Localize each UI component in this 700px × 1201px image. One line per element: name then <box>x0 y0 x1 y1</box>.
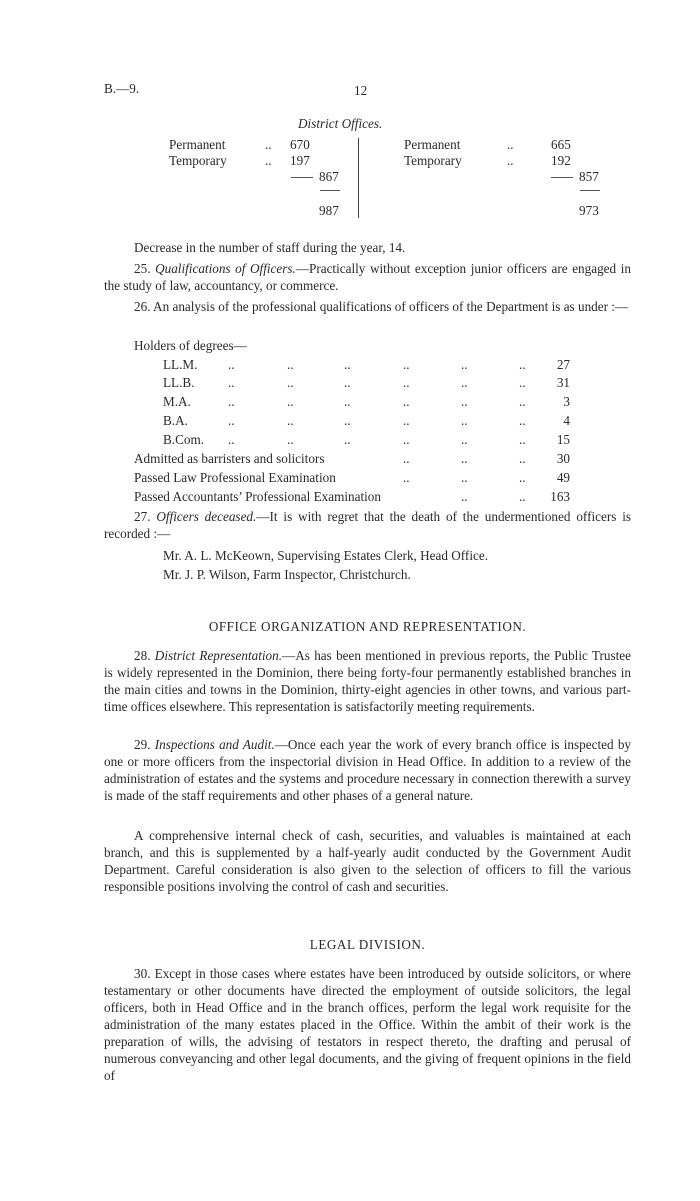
qualification-name: Passed Accountants’ Professional Examination <box>134 489 381 504</box>
paragraph-26: 26. An analysis of the professional qualifications of officers of the Department is as under :— <box>134 299 629 314</box>
qualification-name: Admitted as barristers and solicitors <box>134 451 325 466</box>
decrease-line: Decrease in the number of staff during the year, 14. <box>134 240 406 255</box>
left-permanent-dots: .. <box>265 137 272 152</box>
subtotal-dash <box>291 177 313 178</box>
leader-dots: .. <box>461 413 468 428</box>
document-reference: B.—9. <box>104 81 140 96</box>
leader-dots: .. <box>344 394 351 409</box>
section-heading-legal-division: LEGAL DIVISION. <box>309 937 426 952</box>
leader-dots: .. <box>344 375 351 390</box>
leader-dots: .. <box>403 432 410 447</box>
left-permanent-label: Permanent <box>169 137 226 152</box>
leader-dots: .. <box>287 357 294 372</box>
right-temporary-value: 192 <box>551 153 571 168</box>
p29-title: Inspections and Audit. <box>154 737 275 752</box>
paragraph-29-continued: A comprehensive internal check of cash, securities, and valuables is maintained at each branch, and this is supplemented by a half-yearly audit conducted by the Government Audit Department. Careful consideration is also given to the selection of officers to fill the various responsible positions involving the control of cash and securities. <box>104 828 631 894</box>
qualification-value: 163 <box>550 489 570 504</box>
right-permanent-dots: .. <box>507 137 514 152</box>
p25-title: Qualifications of Officers. <box>155 261 296 276</box>
right-subtotal-value: 857 <box>579 169 599 184</box>
deceased-officer-2: Mr. J. P. Wilson, Farm Inspector, Christchurch. <box>163 567 411 582</box>
right-permanent-value: 665 <box>551 137 571 152</box>
paragraph-27 <box>104 508 631 542</box>
paragraph-29 <box>104 736 631 804</box>
left-temporary-value: 197 <box>290 153 310 168</box>
district-offices-title: District Offices. <box>298 116 383 131</box>
leader-dots: .. <box>519 413 526 428</box>
section-heading-office-organization: OFFICE ORGANIZATION AND REPRESENTATION. <box>208 619 527 634</box>
subtotal-dash <box>551 177 573 178</box>
qualification-row <box>0 374 700 391</box>
leader-dots: .. <box>403 470 410 485</box>
leader-dots: .. <box>287 375 294 390</box>
right-total-value: 973 <box>579 203 599 218</box>
leader-dots: .. <box>228 432 235 447</box>
p28-number: 28. <box>134 648 151 663</box>
p27-number: 27. <box>134 509 151 524</box>
qualification-name: Passed Law Professional Examination <box>134 470 336 485</box>
leader-dots: .. <box>403 375 410 390</box>
leader-dots: .. <box>403 413 410 428</box>
deceased-officer-1: Mr. A. L. McKeown, Supervising Estates Clerk, Head Office. <box>163 548 488 563</box>
leader-dots: .. <box>519 489 526 504</box>
paragraph-28 <box>104 647 631 715</box>
leader-dots: .. <box>287 394 294 409</box>
leader-dots: .. <box>519 394 526 409</box>
qualification-row <box>0 488 700 505</box>
left-subtotal-value: 867 <box>319 169 339 184</box>
leader-dots: .. <box>287 432 294 447</box>
right-permanent-label: Permanent <box>404 137 461 152</box>
leader-dots: .. <box>519 470 526 485</box>
leader-dots: .. <box>344 413 351 428</box>
qualification-row <box>0 393 700 410</box>
left-temporary-dots: .. <box>265 153 272 168</box>
leader-dots: .. <box>461 451 468 466</box>
leader-dots: .. <box>228 413 235 428</box>
paragraph-30: 30. Except in those cases where estates have been introduced by outside solicitors, or where testamentary or other documents have directed the employment of outside solicitors, the legal officers, both in Head Office and in the branch offices, perform the legal work requisite for the administration of the many estates placed in the Office. Within the ambit of their work is the preparation of wills, the advising of testators in respect thereto, the drafting and perusal of numerous conveyancing and other legal documents, and the giving of frequent opinions in the field of <box>104 966 631 1083</box>
leader-dots: .. <box>519 357 526 372</box>
table-divider <box>358 138 359 218</box>
left-subtotal <box>291 168 339 185</box>
page-number: 12 <box>354 83 368 98</box>
leader-dots: .. <box>519 451 526 466</box>
right-subtotal <box>551 168 599 185</box>
leader-dots: .. <box>228 357 235 372</box>
left-permanent-value: 670 <box>290 137 310 152</box>
p29-text: —Once each year the work of every branch office is inspected by one or more officers from the inspectorial division in Head Office. In addition to a review of the administration of estates and the systems and procedure necessary in connection therewith a survey is made of the staff requirements and other phases of a general nature. <box>104 737 632 803</box>
qualification-value: 31 <box>556 375 570 390</box>
qualification-row <box>0 431 700 448</box>
leader-dots: .. <box>461 357 468 372</box>
left-total-value: 987 <box>319 203 339 218</box>
qualification-row <box>0 412 700 429</box>
right-total-rule <box>580 190 600 191</box>
qualification-value: 30 <box>556 451 570 466</box>
right-temporary-dots: .. <box>507 153 514 168</box>
leader-dots: .. <box>403 451 410 466</box>
qualification-row <box>0 469 700 486</box>
left-temporary-label: Temporary <box>169 153 227 168</box>
right-temporary-label: Temporary <box>404 153 462 168</box>
leader-dots: .. <box>287 413 294 428</box>
leader-dots: .. <box>403 357 410 372</box>
leader-dots: .. <box>228 375 235 390</box>
leader-dots: .. <box>461 432 468 447</box>
qualification-row <box>0 356 700 373</box>
p27-title: Officers deceased. <box>156 509 257 524</box>
qualification-name: B.Com. <box>163 432 205 447</box>
qualification-name: LL.M. <box>163 357 198 372</box>
leader-dots: .. <box>519 375 526 390</box>
leader-dots: .. <box>228 394 235 409</box>
qualification-name: M.A. <box>163 394 191 409</box>
leader-dots: .. <box>461 470 468 485</box>
qualification-value: 4 <box>563 413 570 428</box>
p27-text: —It is with regret that the death of the undermentioned officers is recorded :— <box>104 509 632 541</box>
qualification-value: 27 <box>556 357 570 372</box>
leader-dots: .. <box>403 394 410 409</box>
qualification-name: LL.B. <box>163 375 195 390</box>
leader-dots: .. <box>461 375 468 390</box>
qualification-value: 49 <box>556 470 570 485</box>
p25-number: 25. <box>134 261 151 276</box>
leader-dots: .. <box>344 432 351 447</box>
p28-title: District Representation. <box>154 648 283 663</box>
qualification-value: 15 <box>556 432 570 447</box>
p29-number: 29. <box>134 737 151 752</box>
leader-dots: .. <box>461 489 468 504</box>
holders-of-degrees-label: Holders of degrees— <box>134 338 247 353</box>
qualification-value: 3 <box>563 394 570 409</box>
leader-dots: .. <box>344 357 351 372</box>
p25-text: —Practically without exception junior officers are engaged in the study of law, accountancy, or commerce. <box>104 261 631 293</box>
p28-text: —As has been mentioned in previous reports, the Public Trustee is widely represented in the Dominion, there being forty-four permanently established branches in the main cities and towns in the Dominion, thirty-eight agencies in other towns, and various part-time offices elsewhere. This representation is satisfactorily meeting requirements. <box>104 648 631 714</box>
qualification-name: B.A. <box>163 413 188 428</box>
left-total-rule <box>320 190 340 191</box>
qualification-row <box>0 450 700 467</box>
paragraph-25 <box>104 260 631 294</box>
leader-dots: .. <box>461 394 468 409</box>
leader-dots: .. <box>519 432 526 447</box>
